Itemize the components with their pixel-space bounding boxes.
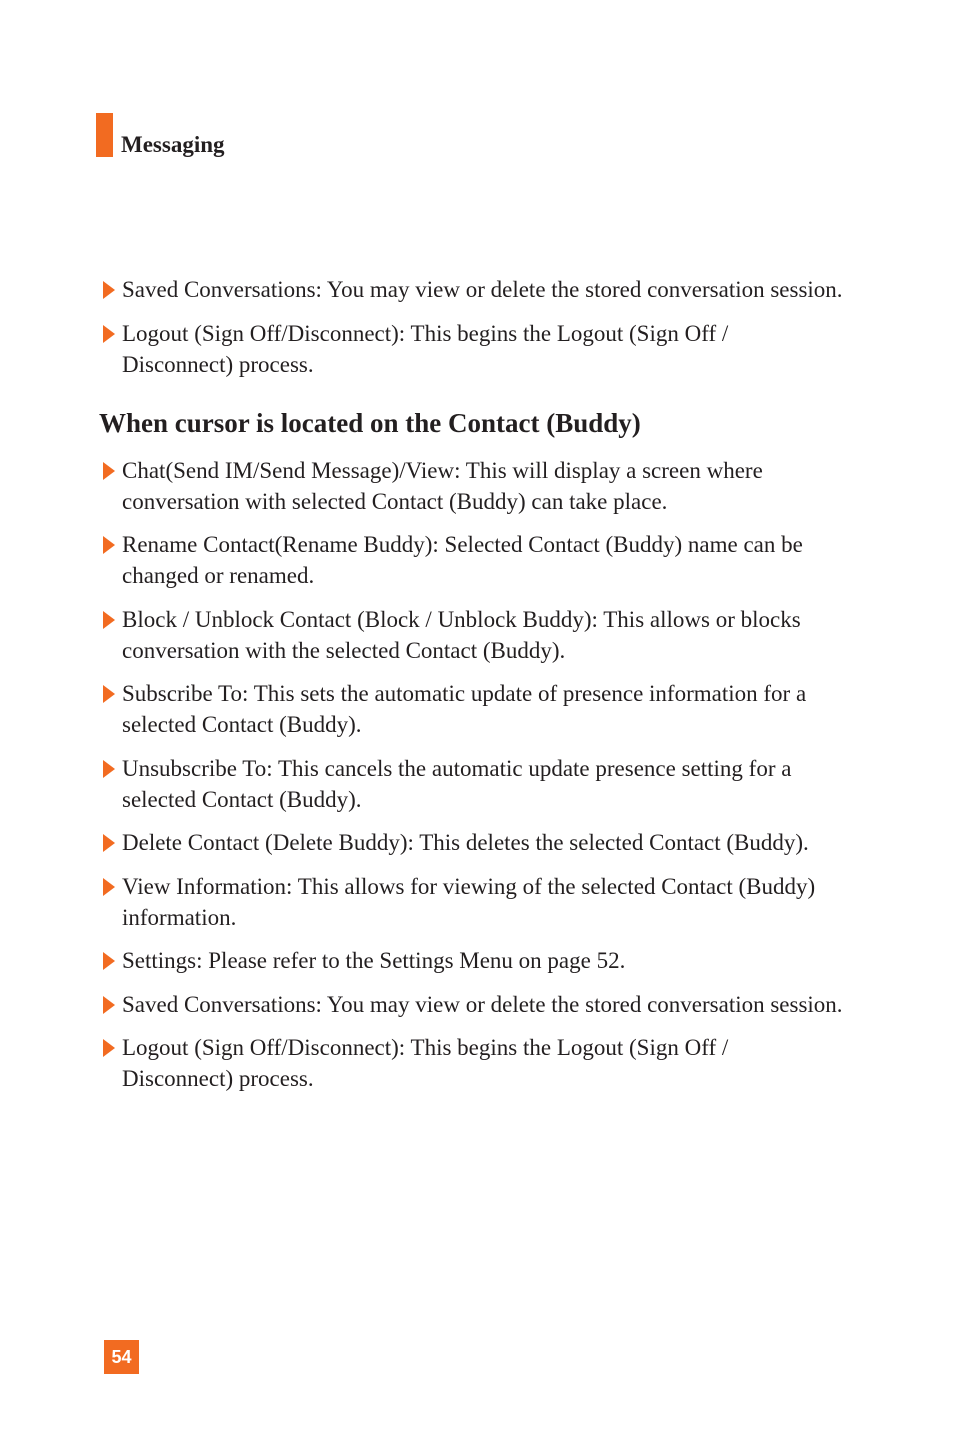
list-item xyxy=(99,604,844,666)
list-item-text: Subscribe To: This sets the automatic update of presence information for a selected Contact (Buddy). xyxy=(122,681,807,737)
list-item-text: Logout (Sign Off/Disconnect): This begins the Logout (Sign Off / Disconnect) process. xyxy=(122,320,729,377)
page-content xyxy=(99,274,844,1107)
bullet-triangle-icon xyxy=(103,760,115,778)
bullet-triangle-icon xyxy=(103,611,115,629)
list-item xyxy=(99,274,844,305)
list-item-text: Saved Conversations: You may view or delete the stored conversation session. xyxy=(122,277,843,302)
list-item xyxy=(99,871,844,933)
list-item-text: Saved Conversations: You may view or delete the stored conversation session. xyxy=(122,991,843,1017)
list-item xyxy=(99,318,844,380)
bullet-triangle-icon xyxy=(103,1039,115,1057)
top-option-list xyxy=(99,274,844,380)
section-title: Messaging xyxy=(121,132,225,157)
list-item-text: Block / Unblock Contact (Block / Unblock Buddy): This allows or blocks conversation with the selected Contact (Buddy). xyxy=(122,606,801,663)
bullet-triangle-icon xyxy=(103,325,115,343)
bullet-triangle-icon xyxy=(103,952,115,970)
list-item xyxy=(99,945,844,976)
list-item-text: View Information: This allows for viewing of the selected Contact (Buddy) information. xyxy=(122,873,816,930)
list-item xyxy=(99,678,844,740)
contact-option-list xyxy=(99,455,844,1095)
list-item xyxy=(99,1032,844,1094)
list-item xyxy=(99,529,844,591)
list-item-text: Settings: Please refer to the Settings Menu on page 52. xyxy=(122,948,626,973)
bullet-triangle-icon xyxy=(103,281,115,299)
list-item xyxy=(99,753,844,815)
bullet-triangle-icon xyxy=(103,996,115,1014)
list-item-text: Unsubscribe To: This cancels the automatic update presence setting for a selected Contact (Buddy). xyxy=(122,755,792,812)
list-item xyxy=(99,455,844,517)
list-item-text: Rename Contact(Rename Buddy): Selected Contact (Buddy) name can be changed or renamed. xyxy=(122,532,803,588)
list-item-text: Delete Contact (Delete Buddy): This deletes the selected Contact (Buddy). xyxy=(122,830,809,855)
list-item xyxy=(99,827,844,858)
list-item-text: Chat(Send IM/Send Message)/View: This will display a screen where conversation with selected Contact (Buddy) can take place. xyxy=(122,457,763,514)
bullet-triangle-icon xyxy=(103,462,115,480)
page-number-badge: 54 xyxy=(104,1340,139,1374)
bullet-triangle-icon xyxy=(103,536,115,554)
section-marker-bar xyxy=(96,113,113,157)
list-item-text: Logout (Sign Off/Disconnect): This begins the Logout (Sign Off / Disconnect) process. xyxy=(122,1035,729,1091)
bullet-triangle-icon xyxy=(103,685,115,703)
bullet-triangle-icon xyxy=(103,834,115,852)
list-item xyxy=(99,989,844,1020)
contact-subheading: When cursor is located on the Contact (Buddy) xyxy=(99,407,641,438)
bullet-triangle-icon xyxy=(103,878,115,896)
